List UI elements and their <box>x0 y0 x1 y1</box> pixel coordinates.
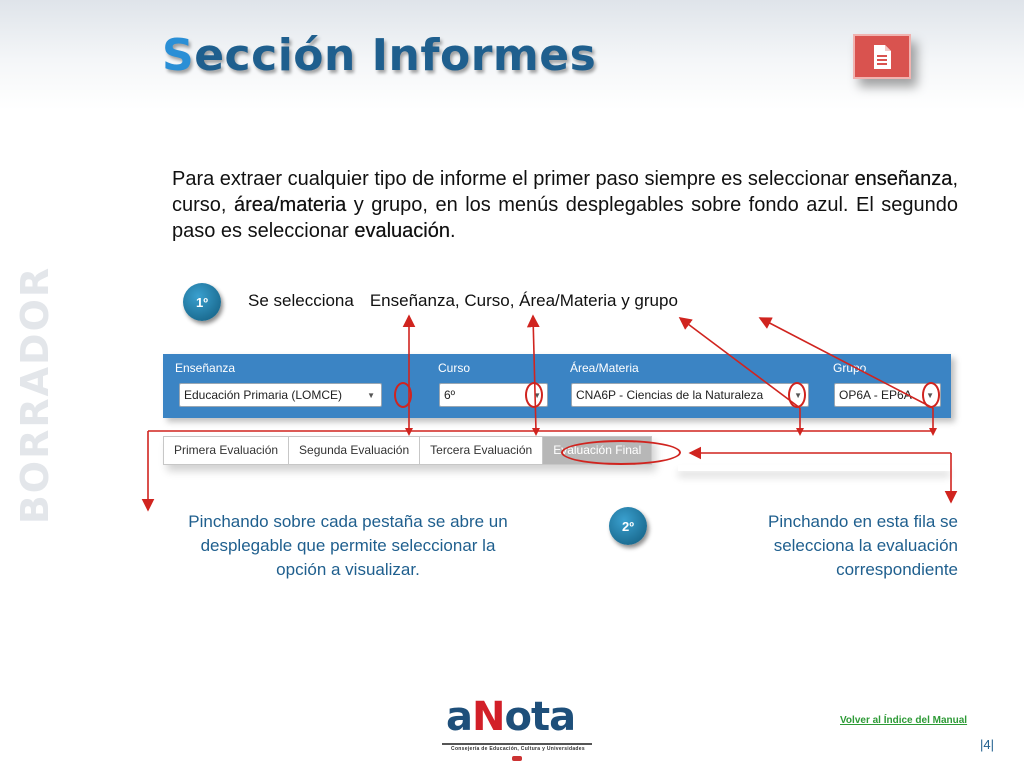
crest-icon <box>512 756 522 761</box>
tab-segunda-evaluacion[interactable]: Segunda Evaluación <box>289 437 420 464</box>
step-1-badge: 1º <box>183 283 221 321</box>
document-icon[interactable] <box>853 34 911 79</box>
draft-watermark: BORRADOR <box>13 265 57 525</box>
area-label: Área/Materia <box>570 361 639 375</box>
title-text: ección Informes <box>194 30 597 81</box>
ensenanza-select[interactable]: Educación Primaria (LOMCE) ▼ <box>179 383 382 407</box>
back-to-index-link[interactable]: Volver al Índice del Manual <box>840 715 968 726</box>
row-explanation: Pinchando en esta fila se selecciona la evaluación correspondiente <box>768 512 958 579</box>
step-2-badge: 2º <box>609 507 647 545</box>
area-select[interactable]: CNA6P - Ciencias de la Naturaleza ▼ <box>571 383 809 407</box>
chevron-down-icon: ▼ <box>926 391 934 400</box>
ensenanza-label: Enseñanza <box>175 361 236 375</box>
tab-evaluacion-final[interactable]: Evaluación Final <box>543 437 651 464</box>
tab-tercera-evaluacion[interactable]: Tercera Evaluación <box>420 437 543 464</box>
intro-paragraph: Para extraer cualquier tipo de informe el primer paso siempre es seleccionar enseñanza, curso, área/materia y grupo, en los menús desplegables sobre fondo azul. El segundo paso es seleccionar evaluación. <box>172 168 958 242</box>
title-initial: S <box>162 30 195 81</box>
anota-logo: aNota Consejería de Educación, Cultura y Universidades <box>438 700 598 762</box>
grupo-label: Grupo <box>833 361 867 375</box>
page-number: |4| <box>980 737 994 752</box>
evaluation-tabs <box>163 436 652 465</box>
chevron-down-icon: ▼ <box>794 391 802 400</box>
grupo-select[interactable]: OP6A - EP6A ▼ <box>834 383 941 407</box>
step-1-text: Se selecciona Enseñanza, Curso, Área/Materia y grupo <box>248 291 678 310</box>
page-title <box>162 30 596 81</box>
curso-select[interactable]: 6º ▼ <box>439 383 548 407</box>
tab-strip-shadow <box>678 465 950 471</box>
curso-label: Curso <box>438 361 471 375</box>
tab-primera-evaluacion[interactable]: Primera Evaluación <box>164 437 289 464</box>
chevron-down-icon: ▼ <box>533 391 541 400</box>
chevron-down-icon: ▼ <box>367 391 375 400</box>
filter-bar <box>163 354 951 418</box>
tabs-explanation: Pinchando sobre cada pestaña se abre un desplegable que permite seleccionar la opción a visualizar. <box>188 512 508 579</box>
